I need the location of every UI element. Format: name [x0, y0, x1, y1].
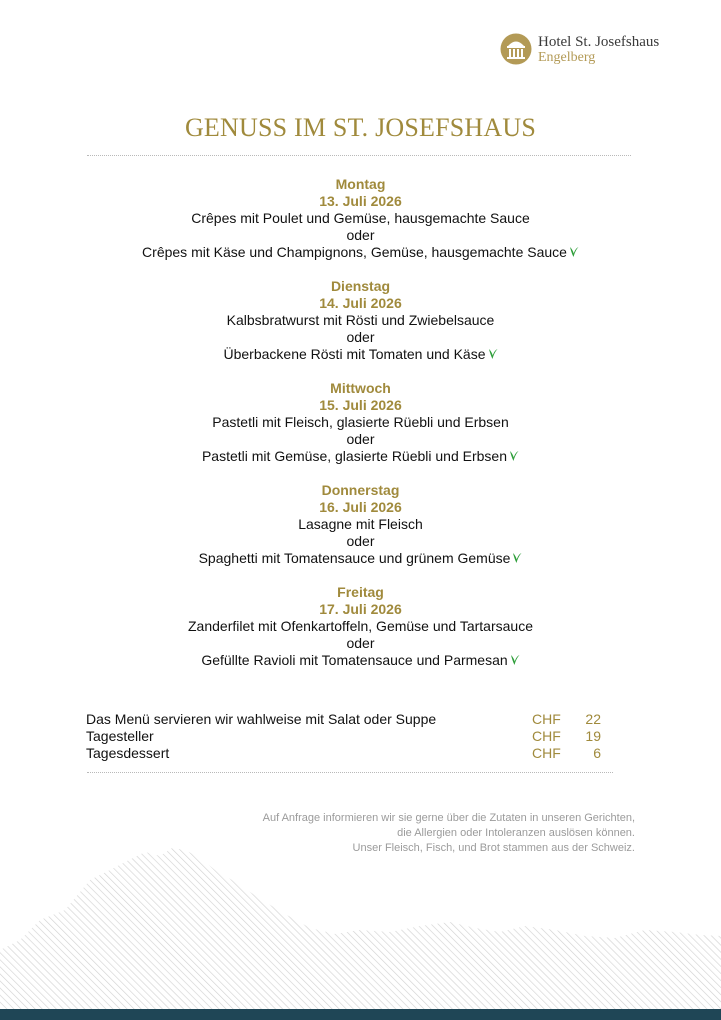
price-row: [86, 745, 616, 762]
hotel-building-logo-icon: [500, 33, 532, 65]
dish-vegetarian: [0, 346, 721, 363]
day-date: 15. Juli 2026: [319, 397, 402, 413]
vegetarian-leaf-icon: [510, 654, 520, 666]
dish-meat: Lasagne mit Fleisch: [298, 516, 423, 532]
price-label: Tagesdessert: [86, 745, 170, 761]
vegetarian-leaf-icon: [512, 552, 522, 564]
price-amount: 6: [593, 745, 601, 761]
price-amount: 19: [585, 728, 601, 744]
dish-label: Pastetli mit Gemüse, glasierte Rüebli und Erbsen: [201, 448, 508, 464]
note-line: Auf Anfrage informieren wir sie gerne über die Zutaten in unseren Gerichten,: [262, 812, 635, 824]
day-thursday: [0, 482, 721, 567]
dish-label: Crêpes mit Käse und Champignons, Gemüse, hausgemachte Sauce: [142, 244, 567, 260]
price-list: [86, 711, 616, 762]
price-label: Das Menü servieren wir wahlweise mit Salat oder Suppe: [86, 711, 437, 727]
price-divider: [87, 772, 613, 773]
dish-meat: Pastetli mit Fleisch, glasierte Rüebli und Erbsen: [212, 414, 509, 430]
day-name: Mittwoch: [330, 380, 391, 396]
dish-or: oder: [346, 533, 375, 549]
footer-band: [0, 1009, 721, 1020]
price-currency: CHF: [532, 711, 561, 727]
dish-vegetarian: [0, 550, 721, 567]
day-name: Donnerstag: [321, 482, 400, 498]
dish-or: oder: [346, 431, 375, 447]
vegetarian-leaf-icon: [509, 450, 519, 462]
dish-label: Überbackene Rösti mit Tomaten und Käse: [223, 346, 486, 362]
hotel-name: Hotel St. Josefshaus: [538, 34, 660, 50]
dish-or: oder: [346, 635, 375, 651]
dish-vegetarian: [0, 652, 721, 669]
day-date: 16. Juli 2026: [319, 499, 402, 515]
dish-meat: Crêpes mit Poulet und Gemüse, hausgemachte Sauce: [191, 210, 530, 226]
day-tuesday: [0, 278, 721, 363]
day-name: Dienstag: [330, 278, 391, 294]
page-title: GENUSS IM ST. JOSEFSHAUS: [184, 113, 537, 142]
note-line: die Allergien oder Intoleranzen auslösen können.: [397, 827, 635, 839]
vegetarian-leaf-icon: [488, 348, 498, 360]
dish-vegetarian: [0, 244, 721, 261]
price-row: [86, 711, 616, 728]
hotel-logo: [500, 33, 680, 69]
title-divider: [87, 155, 631, 156]
day-wednesday: [0, 380, 721, 465]
dish-or: oder: [346, 227, 375, 243]
price-currency: CHF: [532, 745, 561, 761]
hotel-place: Engelberg: [538, 50, 596, 65]
day-date: 14. Juli 2026: [319, 295, 402, 311]
day-monday: [0, 176, 721, 261]
weekly-menu: [0, 176, 721, 686]
day-date: 13. Juli 2026: [319, 193, 402, 209]
note-line: Unser Fleisch, Fisch, und Brot stammen aus der Schweiz.: [352, 842, 635, 854]
day-date: 17. Juli 2026: [319, 601, 402, 617]
price-label: Tagesteller: [86, 728, 154, 744]
day-name: Freitag: [337, 584, 384, 600]
price-currency: CHF: [532, 728, 561, 744]
price-row: [86, 728, 616, 745]
price-amount: 22: [585, 711, 601, 727]
dish-label: Spaghetti mit Tomatensauce und grünem Gemüse: [198, 550, 511, 566]
dish-or: oder: [346, 329, 375, 345]
vegetarian-leaf-icon: [569, 246, 579, 258]
dish-meat: Kalbsbratwurst mit Rösti und Zwiebelsauce: [226, 312, 495, 328]
day-friday: [0, 584, 721, 669]
dish-label: Gefüllte Ravioli mit Tomatensauce und Parmesan: [201, 652, 508, 668]
dish-vegetarian: [0, 448, 721, 465]
day-name: Montag: [335, 176, 386, 192]
mountain-hatch-decoration: [0, 840, 721, 1009]
dish-meat: Zanderfilet mit Ofenkartoffeln, Gemüse und Tartarsauce: [188, 618, 533, 634]
